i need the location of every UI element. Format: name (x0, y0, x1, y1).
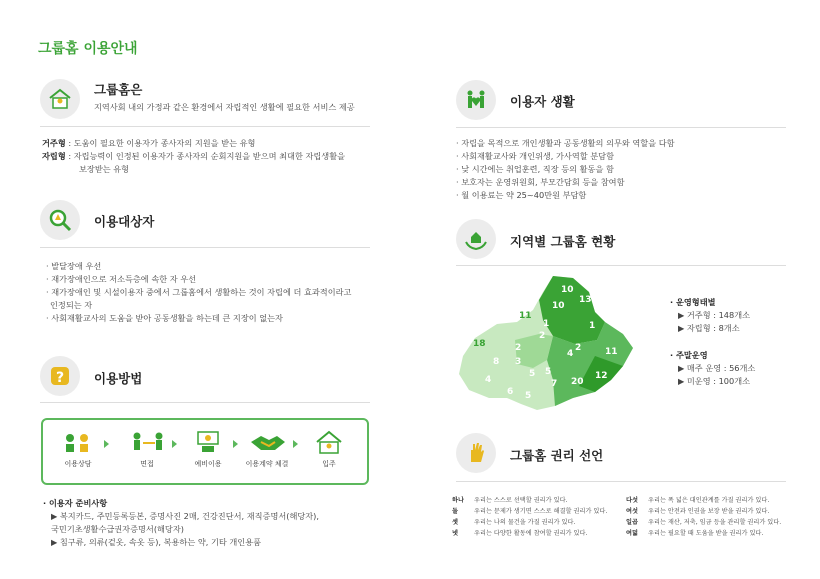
map-number: 5 (545, 367, 552, 377)
list-item: · 자립을 목적으로 개인생활과 공동생활의 의무와 역할을 다함 (456, 138, 675, 148)
docs (43, 497, 319, 549)
list-item: ▶ 침구류, 의류(겉옷, 속옷 등), 복용하는 약, 기타 개인용품 (51, 537, 262, 547)
map-number: 12 (595, 371, 608, 381)
raised-hand-icon (456, 433, 496, 473)
list-item: ▶ 자립형 : 8개소 (678, 323, 740, 333)
divider (456, 265, 786, 266)
seoul-map (455, 270, 645, 420)
map-number: 2 (575, 343, 582, 353)
list-item: · 사회재활교사의 도움을 받아 공동생활을 하는데 큰 지장이 없는자 (46, 313, 283, 323)
about-title: 그룹홈은 (94, 82, 143, 97)
region-stats (670, 296, 755, 388)
map-number: 5 (525, 391, 532, 401)
list-item: 넷 우리는 다양한 활동에 참여할 권리가 있다. (452, 530, 588, 537)
hands-house-icon (456, 219, 496, 259)
list-item: · 보호자는 운영위원회, 부모간담회 등을 참여함 (456, 177, 625, 187)
arrow-icon (233, 440, 238, 448)
trial-icon (184, 428, 232, 456)
list-item: 보장받는 유형 (79, 164, 130, 174)
list-item: ▶ 복지카드, 주민등록등본, 증명사진 2매, 건강진단서, 재직증명서(해당자), (51, 511, 319, 521)
map-number: 18 (473, 339, 486, 349)
step-interview: 면접 (123, 428, 171, 469)
list-item: 여덟 우리는 필요할 때 도움을 받을 권리가 있다. (626, 530, 764, 537)
list-item: 다섯 우리는 폭 넓은 대인관계를 가질 권리가 있다. (626, 497, 770, 504)
map-number: 4 (567, 349, 574, 359)
map-number: 3 (515, 357, 522, 367)
about-desc: 지역사회 내의 가정과 같은 환경에서 자립적인 생활에 필요한 서비스 제공 (94, 102, 355, 112)
house-icon (305, 428, 353, 456)
consult-icon (54, 428, 102, 456)
step-movein: 입주 (305, 428, 353, 469)
method-title: 이용방법 (94, 371, 143, 386)
list-item: ▶ 매주 운영 : 56개소 (678, 363, 756, 373)
list-item: 셋 우리는 나의 물건을 가질 권리가 있다. (452, 519, 576, 526)
list-item: 하나 우리는 스스로 선택할 권리가 있다. (452, 497, 568, 504)
map-number: 8 (493, 357, 500, 367)
life-title: 이용자 생활 (510, 94, 575, 109)
step-trial: 예비이용 (184, 428, 232, 469)
house-icon (40, 79, 80, 119)
about-list (42, 137, 345, 176)
divider (40, 402, 370, 403)
map-number: 7 (551, 379, 558, 389)
region-title: 지역별 그룹홈 현황 (510, 234, 616, 249)
list-item: · 낮 시간에는 취업훈련, 직장 등의 활동을 함 (456, 164, 614, 174)
arrow-icon (104, 440, 109, 448)
list-item: 여섯 우리는 안전과 인권을 보장 받을 권리가 있다. (626, 508, 770, 515)
arrow-icon (293, 440, 298, 448)
list-item: · 재가장애인 및 시설이용자 중에서 그룹홈에서 생활하는 것이 자립에 더 효과적이라고 (46, 287, 352, 297)
map-number: 6 (507, 387, 514, 397)
svg-text:?: ? (55, 370, 65, 386)
divider (40, 126, 370, 127)
question-icon (40, 356, 80, 396)
rights-left (452, 495, 607, 539)
list-item: 인정되는 자 (50, 300, 93, 310)
divider (456, 481, 786, 482)
list-item: 둘 우리는 문제가 생기면 스스로 해결할 권리가 있다. (452, 508, 608, 515)
target-title: 이용대상자 (94, 214, 155, 229)
map-number: 1 (543, 319, 550, 329)
arrow-icon (172, 440, 177, 448)
rights-title: 그룹홈 권리 선언 (510, 448, 604, 463)
list-item: 자립형 : 자립능력이 인정된 이용자가 종사자의 순회지원을 받으며 최대한 자립생활을 (42, 151, 346, 161)
map-number: 2 (515, 343, 522, 353)
list-item: 일곱 우리는 재산, 저축, 임금 등을 관리할 권리가 있다. (626, 519, 782, 526)
list-item: 국민기초생활수급권자증명서(해당자) (51, 524, 184, 534)
people-heart-icon (456, 80, 496, 120)
step-consult: 이용상담 (54, 428, 102, 469)
map-number: 11 (519, 311, 532, 321)
map-number: 11 (605, 347, 618, 357)
list-item: 거주형 : 도움이 필요한 이용자가 종사자의 지원을 받는 유형 (42, 138, 256, 148)
magnifier-icon (40, 200, 80, 240)
interview-icon (123, 428, 171, 456)
list-item: · 월 이용료는 약 25~40만원 부담함 (456, 190, 587, 200)
stat-title: · 주말운영 (670, 350, 708, 360)
list-item: · 사회재활교사와 개인위생, 가사역할 분담함 (456, 151, 614, 161)
list-item: · 재가장애인으로 저소득층에 속한 자 우선 (46, 274, 197, 284)
map-number: 10 (552, 301, 565, 311)
divider (456, 127, 786, 128)
step-contract: 이용계약 체결 (243, 428, 291, 469)
list-item: ▶ 미운영 : 100개소 (678, 376, 751, 386)
map-number: 1 (589, 321, 596, 331)
list-item: ▶ 거주형 : 148개소 (678, 310, 751, 320)
docs-title: · 이용자 준비사항 (43, 498, 108, 508)
map-number: 13 (579, 295, 592, 305)
map-number: 20 (571, 377, 584, 387)
list-item: · 발달장애 우선 (46, 261, 102, 271)
handshake-icon (243, 428, 291, 456)
map-number: 2 (539, 331, 546, 341)
divider (40, 247, 370, 248)
map-number: 10 (561, 285, 574, 295)
page-title: 그룹홈 이용안내 (38, 41, 138, 57)
target-list (46, 260, 351, 325)
rights-right (626, 495, 781, 539)
map-number: 4 (485, 375, 492, 385)
stat-title: · 운영형태별 (670, 297, 716, 307)
life-list (456, 137, 675, 202)
map-number: 5 (529, 369, 536, 379)
